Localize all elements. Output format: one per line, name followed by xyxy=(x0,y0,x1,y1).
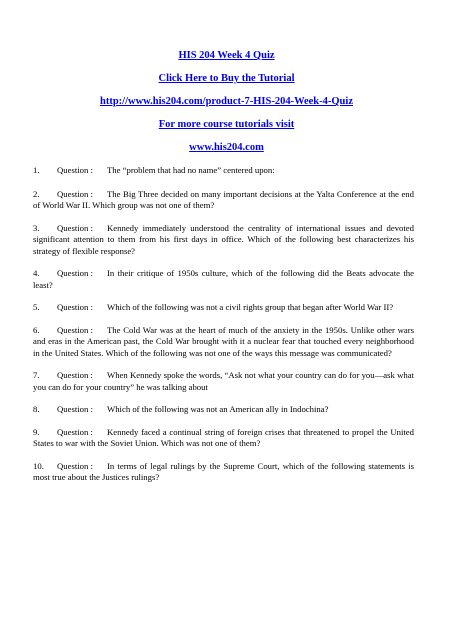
question-item xyxy=(33,427,414,450)
question-number: 4. xyxy=(33,268,40,278)
question-label: Question : xyxy=(57,188,93,199)
question-text: When Kennedy spoke the words, “Ask not what your country can do for you—ask what you can do for your country” he was talking about xyxy=(33,370,414,392)
question-label: Question : xyxy=(57,324,93,335)
question-text: In terms of legal rulings by the Supreme Court, which of the following statements is most true about the Justices rulings? xyxy=(33,460,414,482)
question-text: The Big Three decided on many important decisions at the Yalta Conference at the end of World War II. Which group was not one of them? xyxy=(33,188,414,210)
question-number: 9. xyxy=(33,426,40,437)
question-number: 5. xyxy=(33,302,40,312)
site-link[interactable]: www.his204.com xyxy=(189,142,264,153)
question-text: Kennedy immediately understood the centrality of international issues and devoted significant attention to them from his first days in office. Which of the following best characterizes his strategy of flexible response? xyxy=(33,222,414,256)
question-label: Question : xyxy=(57,222,93,233)
question-text: In their critique of 1950s culture, which of the following did the Beats advocate the least? xyxy=(33,268,414,290)
question-item xyxy=(33,325,414,360)
question-number: 8. xyxy=(33,404,40,414)
question-number: 2. xyxy=(33,188,40,199)
question-item xyxy=(33,302,414,314)
question-text: Which of the following was not a civil rights group that began after World War II? xyxy=(107,302,394,312)
question-item xyxy=(33,223,414,258)
question-item xyxy=(33,165,414,177)
question-item xyxy=(33,461,414,484)
question-label: Question : xyxy=(57,370,93,380)
question-item xyxy=(33,268,414,291)
question-number: 3. xyxy=(33,222,40,233)
question-label: Question : xyxy=(57,302,93,312)
question-item xyxy=(33,404,414,416)
question-label: Question : xyxy=(57,165,93,175)
document-title[interactable]: HIS 204 Week 4 Quiz xyxy=(178,50,275,61)
question-number: 6. xyxy=(33,324,40,335)
question-number: 1. xyxy=(33,165,40,175)
question-text: Kennedy faced a continual string of foreign crises that threatened to propel the United States to war with the Soviet Union. Which was not one of them? xyxy=(33,426,414,448)
question-item xyxy=(33,370,414,393)
product-url-link[interactable]: http://www.his204.com/product-7-HIS-204-Week-4-Quiz xyxy=(100,96,353,107)
question-item xyxy=(33,189,414,212)
document-header xyxy=(0,49,453,154)
question-number: 10. xyxy=(33,460,44,471)
question-number: 7. xyxy=(33,370,40,380)
question-label: Question : xyxy=(57,426,93,437)
question-text: The Cold War was at the heart of much of the anxiety in the 1950s. Unlike other wars and eras in the American past, the Cold War brought with it a nuclear fear that touched every neighborhood in the United States. Which of the following was not one of the ways this message was communicated? xyxy=(33,324,414,358)
buy-tutorial-link[interactable]: Click Here to Buy the Tutorial xyxy=(158,73,295,84)
question-text: The “problem that had no name” centered upon: xyxy=(107,165,275,175)
question-label: Question : xyxy=(57,460,93,471)
question-label: Question : xyxy=(57,268,93,278)
question-list xyxy=(33,165,414,495)
question-label: Question : xyxy=(57,404,93,414)
more-tutorials-link[interactable]: For more course tutorials visit xyxy=(158,119,295,130)
question-text: Which of the following was not an American ally in Indochina? xyxy=(107,404,329,414)
